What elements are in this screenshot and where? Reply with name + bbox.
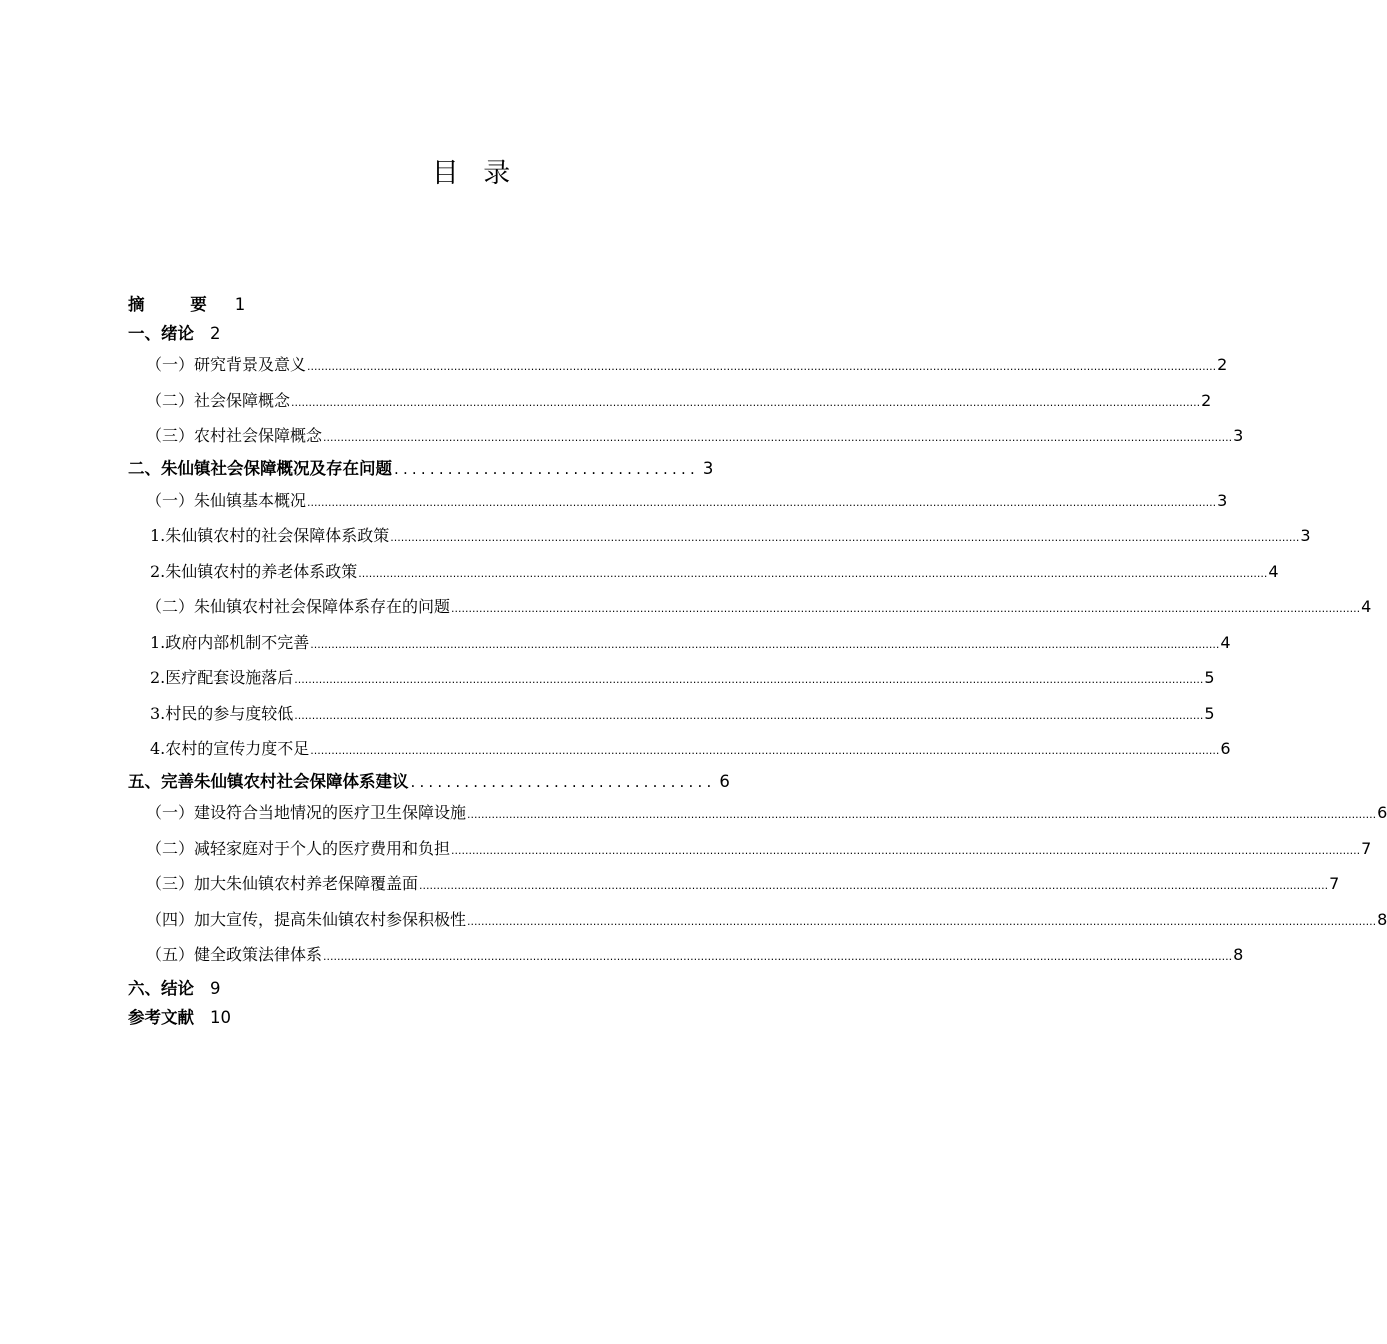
dot-leader: .................................................................................................................................................................................................................................................................... xyxy=(307,496,1217,509)
toc-page-number: 8 xyxy=(1377,910,1387,929)
dot-leader: .................................................................................................................................................................................................................................................................... xyxy=(307,360,1217,373)
toc-page-number: 6 xyxy=(719,772,730,791)
toc-entry-section5-1[interactable] xyxy=(146,800,1387,826)
toc-page-number: 2 xyxy=(210,324,221,343)
dot-leader: .................................................................................................................................................................................................................................................................... xyxy=(310,638,1220,651)
toc-label: 六、结论 xyxy=(128,979,194,998)
toc-label: （一）研究背景及意义 xyxy=(146,355,307,374)
toc-label: （五）健全政策法律体系 xyxy=(146,945,323,964)
toc-entry-section5-3[interactable] xyxy=(146,871,1340,897)
toc-page-number: 3 xyxy=(702,459,714,478)
toc-page-number: 3 xyxy=(1217,491,1228,510)
dot-leader: .................................................................................................................................................................................................................................................................... xyxy=(467,808,1377,821)
toc-page-number: 7 xyxy=(1361,839,1372,858)
toc-entry-section2-5[interactable] xyxy=(150,630,1231,656)
toc-label: 1.朱仙镇农村的社会保障体系政策 xyxy=(150,526,390,545)
dot-leader: .................................. xyxy=(410,773,716,791)
toc-entry-section2[interactable] xyxy=(128,456,860,482)
toc-label: （四）加大宣传，提高朱仙镇农村参保积极性 xyxy=(146,910,467,929)
toc-page-number: 5 xyxy=(1204,668,1215,687)
toc-entry-section2-2[interactable] xyxy=(150,523,1311,549)
toc-label: 1.政府内部机制不完善 xyxy=(150,633,310,652)
toc-label: 一、绪论 xyxy=(128,324,194,343)
toc-label: 参考文献 xyxy=(128,1008,194,1027)
toc-label: 二、朱仙镇社会保障概况及存在问题 xyxy=(128,459,392,478)
dot-leader: .................................................................................................................................................................................................................................................................... xyxy=(323,950,1233,963)
toc-entry-intro-3[interactable] xyxy=(146,423,1244,449)
toc-page-number: 3 xyxy=(1233,426,1244,445)
toc-entry-section2-6[interactable] xyxy=(150,665,1215,691)
toc-entry-conclusion[interactable] xyxy=(128,976,221,1002)
toc-label: （二）社会保障概念 xyxy=(146,391,291,410)
toc-entry-intro-2[interactable] xyxy=(146,388,1212,414)
toc-entry-references[interactable] xyxy=(128,1005,231,1031)
toc-entry-section5-5[interactable] xyxy=(146,942,1244,968)
page-title: 目 录 xyxy=(431,158,519,189)
toc-entry-section5[interactable] xyxy=(128,769,860,795)
toc-label: 3.村民的参与度较低 xyxy=(150,704,294,723)
dot-leader: .................................................................................................................................................................................................................................................................... xyxy=(294,709,1204,722)
dot-leader: .................................................................................................................................................................................................................................................................... xyxy=(451,844,1361,857)
dot-leader: .................................................................................................................................................................................................................................................................... xyxy=(451,602,1361,615)
toc-entry-section2-4[interactable] xyxy=(146,594,1372,620)
toc-entry-section2-1[interactable] xyxy=(146,488,1228,514)
toc-label: （二）朱仙镇农村社会保障体系存在的问题 xyxy=(146,597,451,616)
toc-label: （一）朱仙镇基本概况 xyxy=(146,491,307,510)
toc-label: （二）减轻家庭对于个人的医疗费用和负担 xyxy=(146,839,451,858)
dot-leader: .................................................................................................................................................................................................................................................................... xyxy=(467,915,1377,928)
toc-page-number: 1 xyxy=(234,295,246,314)
toc-label: 2.医疗配套设施落后 xyxy=(150,668,294,687)
dot-leader: .................................. xyxy=(394,460,699,478)
toc-page-number: 5 xyxy=(1204,704,1215,723)
toc-page-number: 10 xyxy=(210,1008,231,1027)
toc-label: 2.朱仙镇农村的养老体系政策 xyxy=(150,562,358,581)
dot-leader: .................................................................................................................................................................................................................................................................... xyxy=(390,531,1300,544)
toc-page-number: 6 xyxy=(1220,739,1231,758)
dot-leader: .................................................................................................................................................................................................................................................................... xyxy=(310,744,1220,757)
toc-entry-section2-8[interactable] xyxy=(150,736,1231,762)
toc-page-number: 2 xyxy=(1217,355,1228,374)
toc-page-number: 2 xyxy=(1201,391,1212,410)
toc-page-number: 8 xyxy=(1233,945,1244,964)
toc-page-number: 7 xyxy=(1329,874,1340,893)
toc-entry-section2-7[interactable] xyxy=(150,701,1215,727)
toc-label: 五、完善朱仙镇农村社会保障体系建议 xyxy=(128,772,409,791)
dot-leader: .................................................................................................................................................................................................................................................................... xyxy=(291,396,1201,409)
toc-page-number: 3 xyxy=(1300,526,1311,545)
toc-label: 4.农村的宣传力度不足 xyxy=(150,739,310,758)
toc-entry-section5-2[interactable] xyxy=(146,836,1372,862)
toc-entry-abstract[interactable] xyxy=(128,292,245,318)
dot-leader: .................................................................................................................................................................................................................................................................... xyxy=(358,567,1268,580)
toc-page-number: 4 xyxy=(1361,597,1372,616)
toc-page-number: 6 xyxy=(1377,803,1387,822)
dot-leader: .................................................................................................................................................................................................................................................................... xyxy=(419,879,1329,892)
toc-label: （三）加大朱仙镇农村养老保障覆盖面 xyxy=(146,874,419,893)
toc-entry-intro-1[interactable] xyxy=(146,352,1228,378)
toc-label: 摘 要 xyxy=(128,295,227,314)
toc-entry-section2-3[interactable] xyxy=(150,559,1279,585)
dot-leader: .................................................................................................................................................................................................................................................................... xyxy=(294,673,1204,686)
toc-label: （三）农村社会保障概念 xyxy=(146,426,323,445)
toc-entry-section5-4[interactable] xyxy=(146,907,1387,933)
toc-page-number: 4 xyxy=(1220,633,1231,652)
toc-entry-intro[interactable] xyxy=(128,321,221,347)
dot-leader: .................................................................................................................................................................................................................................................................... xyxy=(323,431,1233,444)
toc-page-number: 4 xyxy=(1268,562,1279,581)
toc-label: （一）建设符合当地情况的医疗卫生保障设施 xyxy=(146,803,467,822)
toc-page-number: 9 xyxy=(210,979,221,998)
